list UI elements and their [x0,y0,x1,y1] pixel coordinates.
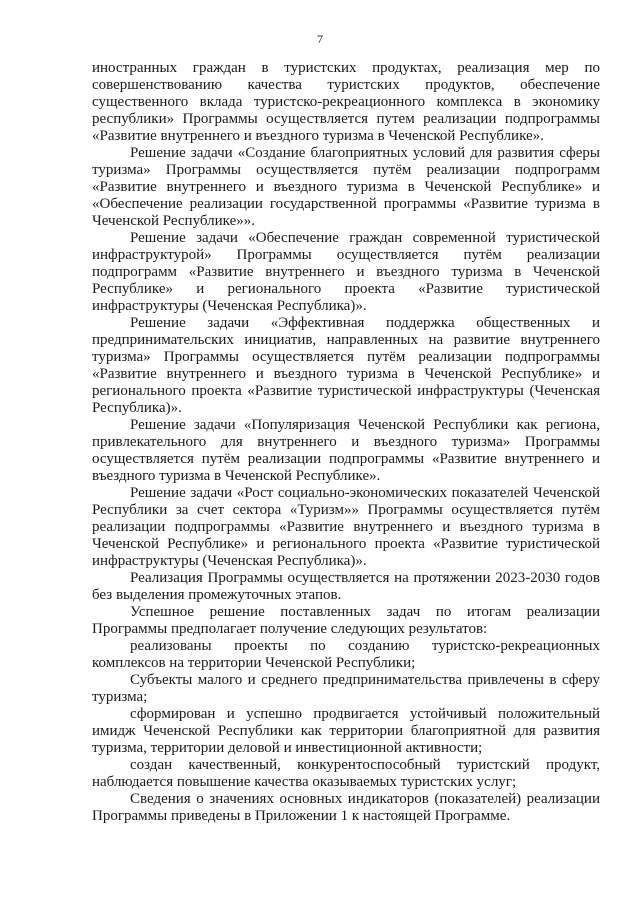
paragraph-2: Решение задачи «Создание благоприятных условий для развития сферы туризма» Программы осуществляется путём реализации подпрограмм «Развитие внутреннего и въездного туризма в Чеченской Республике» и «Обеспечение реализации государственной программы «Развитие туризма в Чеченской Республике»». [92,145,600,229]
paragraph-12: создан качественный, конкурентоспособный туристский продукт, наблюдается повышение качества оказываемых туристских услуг; [92,757,600,790]
paragraph-9: реализованы проекты по созданию туристско-рекреационных комплексов на территории Чеченской Республики; [92,638,600,671]
document-body [92,60,600,825]
paragraph-6: Решение задачи «Рост социально-экономических показателей Чеченской Республики за счет сектора «Туризм»» Программы осуществляется путём реализации подпрограммы «Развитие внутреннего и въездного туризма в Чеченской Республике» и регионального проекта «Развитие туристической инфраструктуры (Чеченская Республика)». [92,485,600,569]
paragraph-8: Успешное решение поставленных задач по итогам реализации Программы предполагает получение следующих результатов: [92,604,600,637]
page-number: 7 [317,32,323,46]
paragraph-1: иностранных граждан в туристских продуктах, реализация мер по совершенствованию качества туристских продуктов, обеспечение существенного вклада туристско-рекреационного комплекса в экономику республики» Программы осуществляется путем реализации подпрограммы «Развитие внутреннего и въездного туризма в Чеченской Республике». [92,60,600,144]
paragraph-10: Субъекты малого и среднего предпринимательства привлечены в сферу туризма; [92,672,600,705]
paragraph-13: Сведения о значениях основных индикаторов (показателей) реализации Программы приведены в Приложении 1 к настоящей Программе. [92,791,600,824]
paragraph-7: Реализация Программы осуществляется на протяжении 2023-2030 годов без выделения промежуточных этапов. [92,570,600,603]
paragraph-3: Решение задачи «Обеспечение граждан современной туристической инфраструктурой» Программы осуществляется путём реализации подпрограмм «Развитие внутреннего и въездного туризма в Чеченской Республике» и регионального проекта «Развитие туристической инфраструктуры (Чеченская Республика)». [92,230,600,314]
paragraph-11: сформирован и успешно продвигается устойчивый положительный имидж Чеченской Республики как территории благоприятной для развития туризма, территории деловой и инвестиционной активности; [92,706,600,756]
paragraph-5: Решение задачи «Популяризация Чеченской Республики как региона, привлекательного для внутреннего и въездного туризма» Программы осуществляется путём реализации подпрограммы «Развитие внутреннего и въездного туризма в Чеченской Республике». [92,417,600,484]
paragraph-4: Решение задачи «Эффективная поддержка общественных и предпринимательских инициатив, направленных на развитие внутреннего туризма» Программы осуществляется путём реализации подпрограммы «Развитие внутреннего и въездного туризма в Чеченской Республике» и регионального проекта «Развитие туристической инфраструктуры (Чеченская Республика)». [92,315,600,416]
